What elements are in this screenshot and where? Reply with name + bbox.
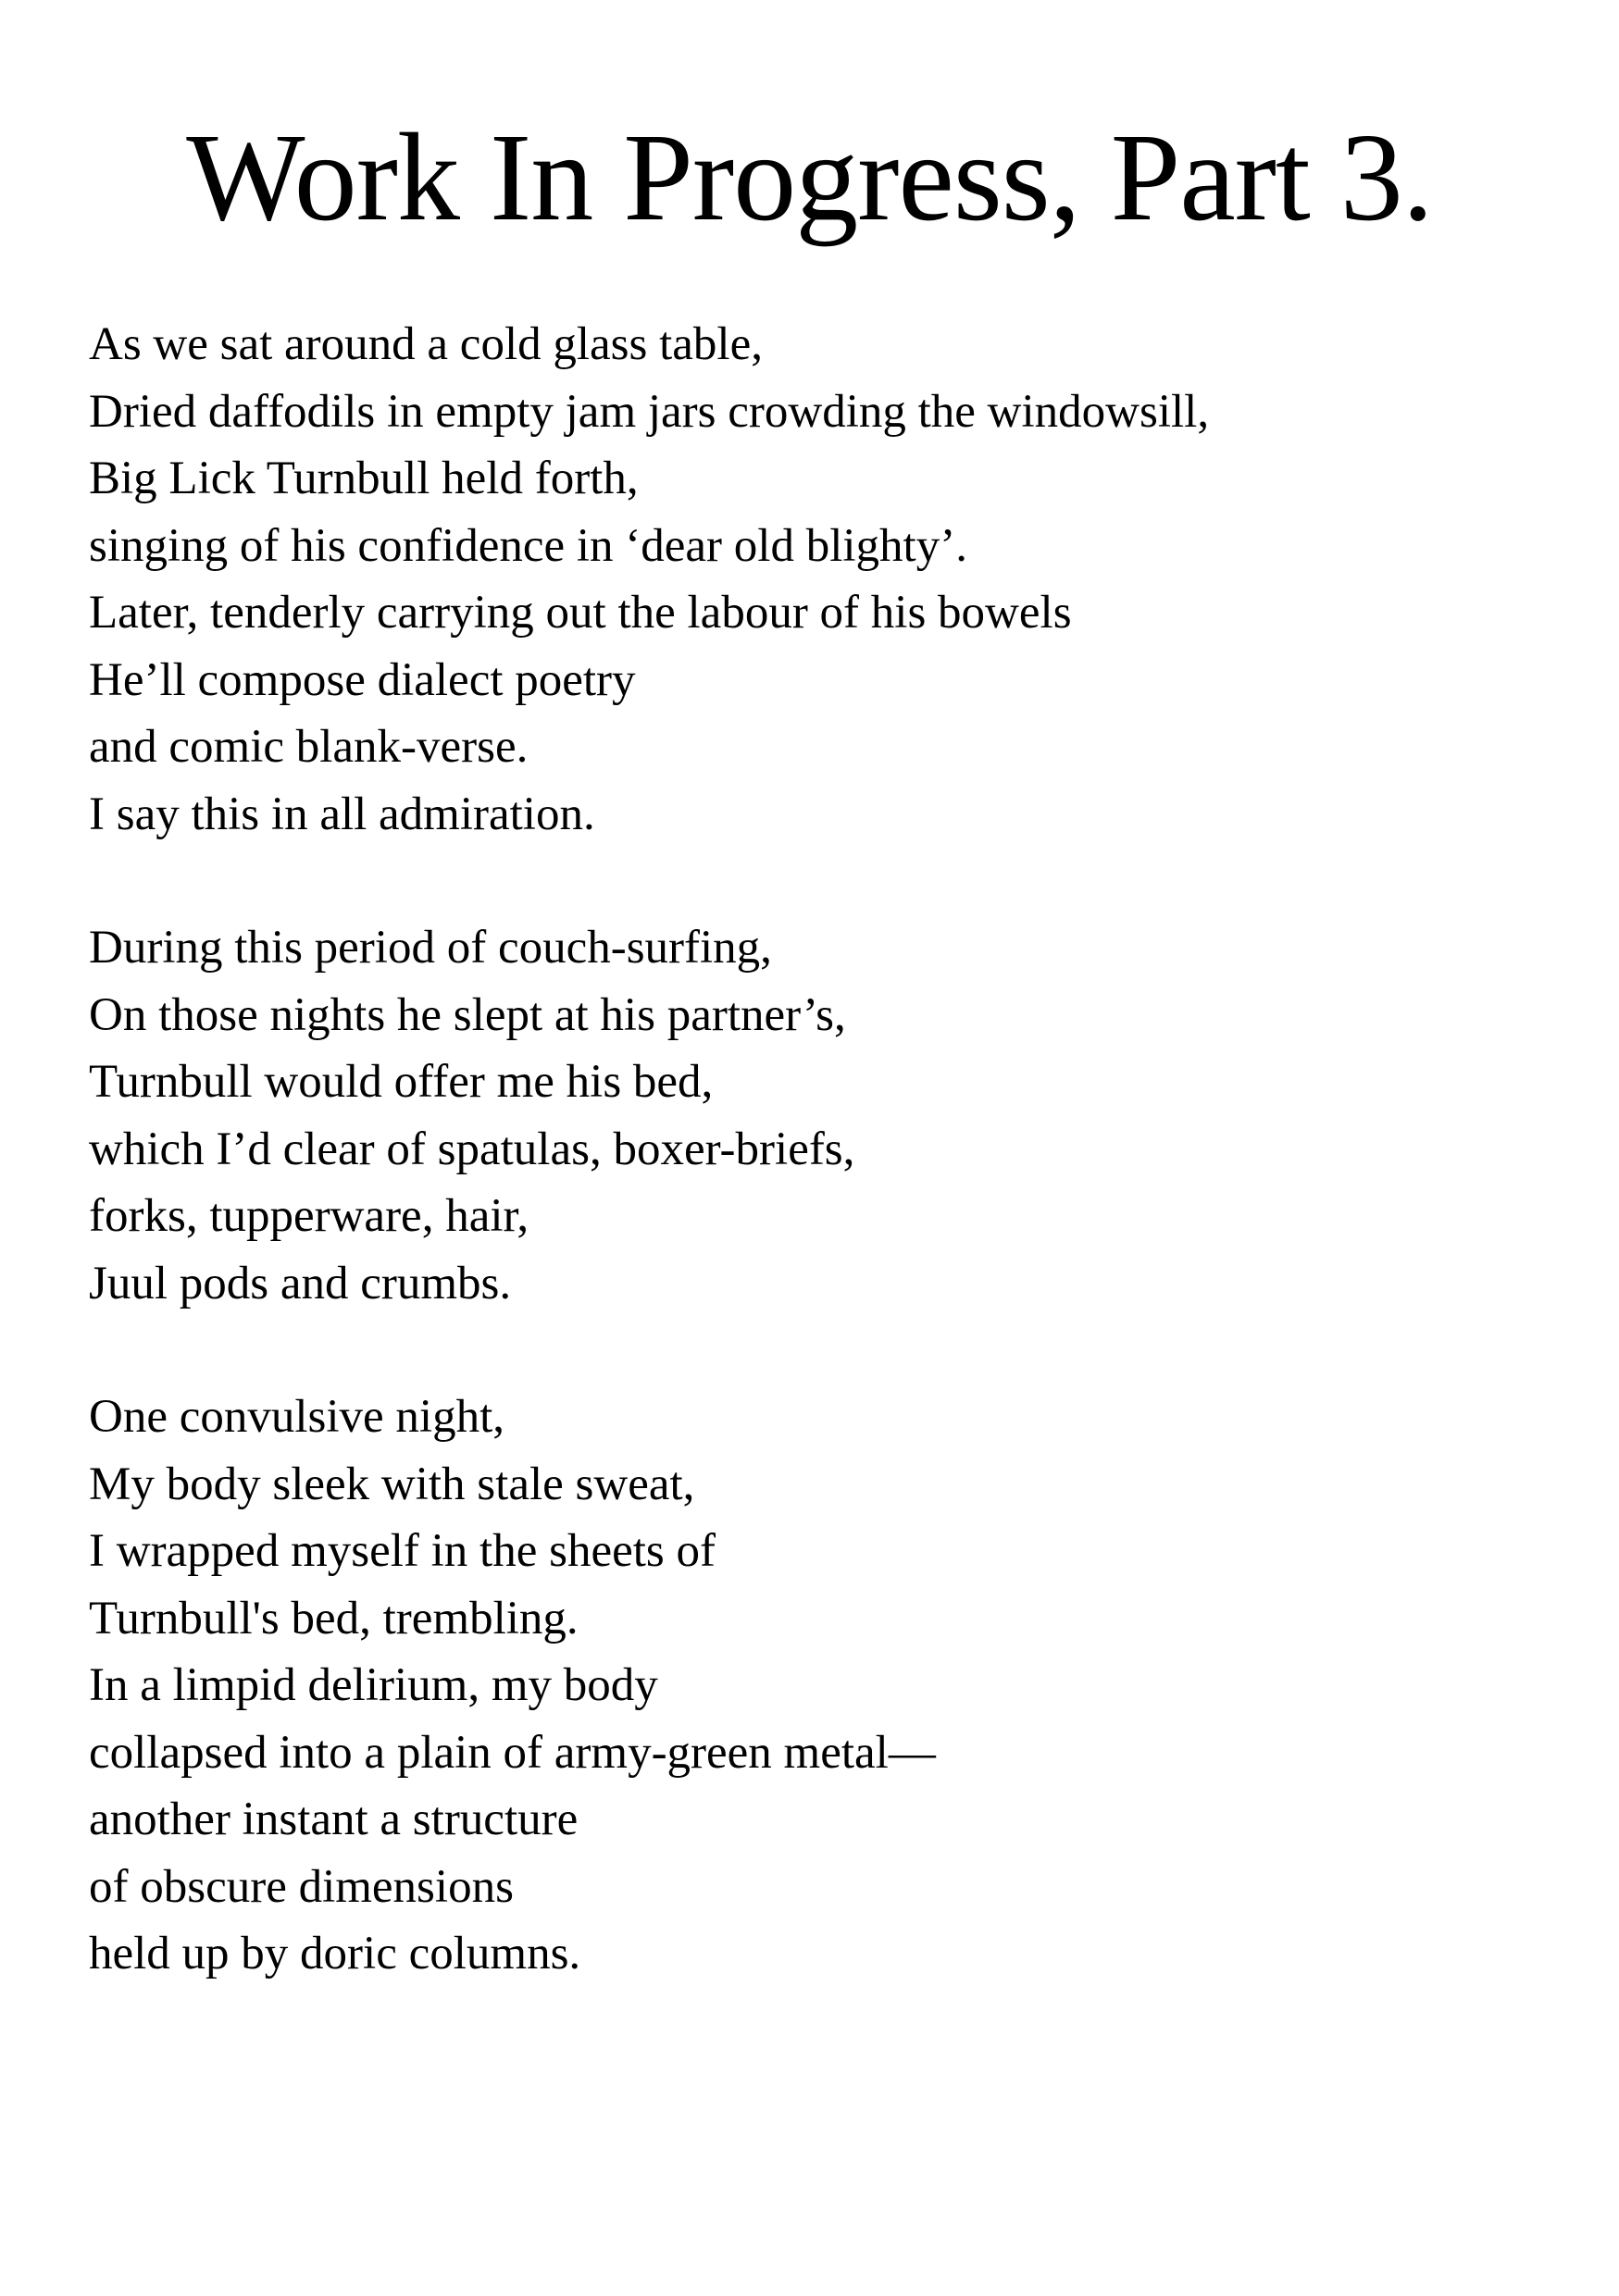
poem-line: Turnbull would offer me his bed, [89, 1056, 714, 1108]
poem-line: I say this in all admiration. [89, 788, 595, 840]
poem-line: Juul pods and crumbs. [89, 1257, 512, 1309]
poem-line: collapsed into a plain of army-green metal— [89, 1726, 936, 1779]
poem-line: He’ll compose dialect poetry [89, 653, 636, 706]
poem-line: another instant a structure [89, 1793, 579, 1845]
poem-line: Big Lick Turnbull held forth, [89, 453, 639, 504]
poem-body [89, 311, 1533, 2054]
poem-line: Turnbull's bed, trembling. [89, 1592, 579, 1644]
stanza-3 [89, 1384, 1533, 1988]
stanza-2 [89, 914, 1533, 1317]
poem-line: In a limpid delirium, my body [89, 1659, 658, 1711]
poem-title: Work In Progress, Part 3. [186, 108, 1433, 247]
poem-line: singing of his confidence in ‘dear old blighty’. [89, 519, 967, 572]
poem-line: I wrapped myself in the sheets of [89, 1525, 716, 1577]
poem-line: Dried daffodils in empty jam jars crowding the windowsill, [89, 385, 1210, 438]
stanza-1 [89, 311, 1533, 848]
poem-line: which I’d clear of spatulas, boxer-briefs, [89, 1123, 855, 1175]
poem-line: On those nights he slept at his partner’s, [89, 988, 846, 1041]
poem-line: and comic blank-verse. [89, 721, 529, 773]
poem-line: forks, tupperware, hair, [89, 1190, 529, 1242]
poem-line: held up by doric columns. [89, 1928, 581, 1980]
poem-line: My body sleek with stale sweat, [89, 1458, 695, 1510]
poem-line: As we sat around a cold glass table, [89, 318, 763, 370]
poem-line: One convulsive night, [89, 1391, 505, 1443]
poem-line: of obscure dimensions [89, 1860, 514, 1913]
poem-line: During this period of couch-surfing, [89, 922, 772, 974]
poem-line: Later, tenderly carrying out the labour of his bowels [89, 587, 1072, 639]
